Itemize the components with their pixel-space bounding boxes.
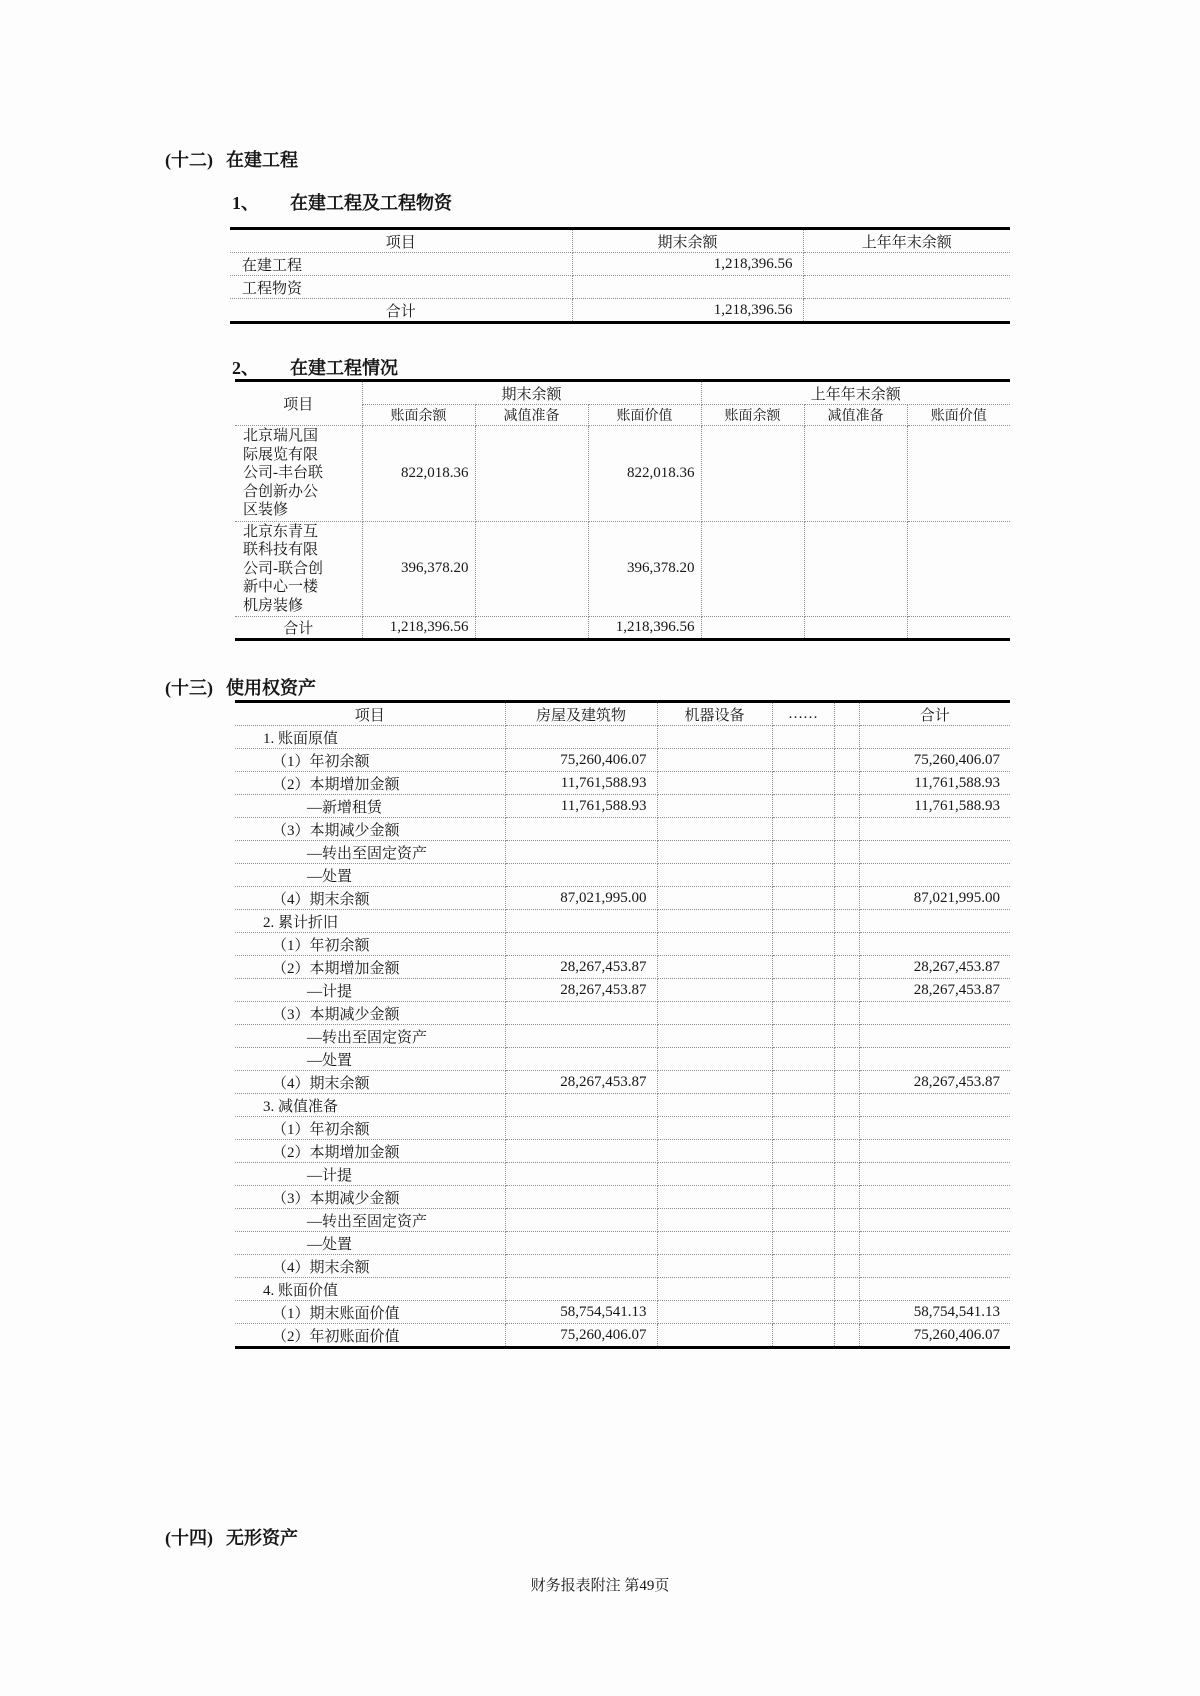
table-row	[235, 1002, 1010, 1025]
table-cell: （2）年初账面价值	[235, 1324, 505, 1348]
empty-cell	[657, 1071, 772, 1094]
header-row	[230, 229, 1010, 253]
table-cell: 75,260,406.07	[859, 749, 1010, 772]
table-cell: 1,218,396.56	[572, 299, 803, 323]
empty-cell	[475, 426, 588, 522]
column-header: 合计	[859, 702, 1010, 726]
empty-cell	[657, 1163, 772, 1186]
empty-cell	[834, 956, 859, 979]
empty-cell	[834, 1117, 859, 1140]
empty-cell	[657, 1209, 772, 1232]
table-row	[235, 521, 1010, 617]
empty-cell	[772, 956, 834, 979]
table-row	[235, 910, 1010, 933]
table-row	[235, 772, 1010, 795]
empty-cell	[834, 1301, 859, 1324]
empty-cell	[772, 772, 834, 795]
table-cell: 28,267,453.87	[859, 979, 1010, 1002]
empty-cell	[804, 521, 907, 617]
table-row	[235, 841, 1010, 864]
empty-cell	[834, 1094, 859, 1117]
total-row	[235, 617, 1010, 640]
empty-cell	[505, 1025, 657, 1048]
empty-cell	[859, 1025, 1010, 1048]
empty-cell	[834, 749, 859, 772]
empty-cell	[834, 910, 859, 933]
empty-cell	[505, 933, 657, 956]
empty-cell	[859, 933, 1010, 956]
empty-cell	[859, 1163, 1010, 1186]
table-cell: （4）期末余额	[235, 1255, 505, 1278]
table-cell: 11,761,588.93	[505, 772, 657, 795]
table-row	[235, 1232, 1010, 1255]
empty-cell	[505, 864, 657, 887]
empty-cell	[657, 1140, 772, 1163]
section-title: 无形资产	[226, 1528, 298, 1548]
column-header: 账面价值	[907, 405, 1010, 426]
table-cell: 58,754,541.13	[505, 1301, 657, 1324]
column-header: 账面余额	[362, 405, 475, 426]
table-cell: —转出至固定资产	[235, 1025, 505, 1048]
empty-cell	[859, 1186, 1010, 1209]
table-cell: 2. 累计折旧	[235, 910, 505, 933]
empty-cell	[834, 726, 859, 749]
table-cell: （4）期末余额	[235, 887, 505, 910]
empty-cell	[834, 933, 859, 956]
empty-cell	[505, 841, 657, 864]
table-cell: （1）年初余额	[235, 749, 505, 772]
empty-cell	[772, 1324, 834, 1348]
empty-cell	[657, 979, 772, 1002]
table-cell: 75,260,406.07	[505, 1324, 657, 1348]
table-cell: —转出至固定资产	[235, 841, 505, 864]
table-row	[235, 1324, 1010, 1348]
section-heading-14	[165, 1524, 298, 1550]
empty-cell	[657, 1255, 772, 1278]
empty-cell	[859, 1117, 1010, 1140]
header-row	[235, 381, 1010, 405]
empty-cell	[907, 426, 1010, 522]
column-header: ……	[772, 702, 834, 726]
column-header: 项目	[235, 702, 505, 726]
empty-cell	[772, 749, 834, 772]
table-cell: 1,218,396.56	[572, 253, 803, 276]
table-row	[235, 956, 1010, 979]
empty-cell	[657, 956, 772, 979]
empty-cell	[505, 1140, 657, 1163]
table-cell: 28,267,453.87	[505, 1071, 657, 1094]
column-header: 房屋及建筑物	[505, 702, 657, 726]
empty-cell	[834, 1163, 859, 1186]
table-cell: 822,018.36	[588, 426, 701, 522]
table-cell: （3）本期减少金额	[235, 1002, 505, 1025]
empty-cell	[859, 1255, 1010, 1278]
table-cell: 87,021,995.00	[505, 887, 657, 910]
empty-cell	[834, 1209, 859, 1232]
empty-cell	[834, 979, 859, 1002]
empty-cell	[657, 841, 772, 864]
section-number: (十三)	[165, 678, 213, 698]
table-cell: （3）本期减少金额	[235, 1186, 505, 1209]
empty-cell	[859, 1002, 1010, 1025]
table-row	[235, 749, 1010, 772]
empty-cell	[859, 910, 1010, 933]
empty-cell	[859, 726, 1010, 749]
empty-cell	[657, 1324, 772, 1348]
empty-cell	[834, 1255, 859, 1278]
empty-cell	[834, 1324, 859, 1348]
table-cell: 3. 减值准备	[235, 1094, 505, 1117]
table-row	[235, 1278, 1010, 1301]
empty-cell	[475, 521, 588, 617]
empty-cell	[657, 772, 772, 795]
table-cell: 1,218,396.56	[362, 617, 475, 640]
total-row	[230, 299, 1010, 323]
empty-cell	[859, 1232, 1010, 1255]
empty-cell	[505, 1186, 657, 1209]
table-row	[235, 1094, 1010, 1117]
empty-cell	[834, 1048, 859, 1071]
empty-cell	[834, 1232, 859, 1255]
subsection-heading-2	[232, 354, 398, 380]
empty-cell	[772, 1163, 834, 1186]
empty-cell	[505, 726, 657, 749]
table-cell: —处置	[235, 1048, 505, 1071]
cip-detail-table	[235, 379, 1010, 641]
table-cell: 58,754,541.13	[859, 1301, 1010, 1324]
empty-cell	[772, 1025, 834, 1048]
empty-cell	[701, 426, 804, 522]
table-cell: —计提	[235, 979, 505, 1002]
empty-cell	[505, 910, 657, 933]
table-row	[235, 1140, 1010, 1163]
page-footer: 财务报表附注 第49页	[530, 1578, 670, 1594]
empty-cell	[859, 864, 1010, 887]
table-row	[235, 1186, 1010, 1209]
empty-cell	[505, 1163, 657, 1186]
empty-cell	[657, 1278, 772, 1301]
table-cell: —处置	[235, 864, 505, 887]
table-cell: 28,267,453.87	[505, 956, 657, 979]
table-cell: 75,260,406.07	[913, 1326, 1000, 1343]
section-number: (十二)	[165, 150, 213, 170]
empty-cell	[772, 1209, 834, 1232]
empty-cell	[657, 1232, 772, 1255]
table-cell: 11,761,588.93	[859, 795, 1010, 818]
table-cell: （1）年初余额	[235, 933, 505, 956]
empty-cell	[803, 299, 1010, 323]
empty-cell	[772, 1255, 834, 1278]
empty-cell	[834, 1025, 859, 1048]
empty-cell	[804, 617, 907, 640]
empty-cell	[772, 795, 834, 818]
subsection-number: 1、	[232, 193, 259, 213]
table-cell: 75,260,406.07	[505, 749, 657, 772]
table-row	[235, 1071, 1010, 1094]
table-cell: 396,378.20	[588, 521, 701, 617]
empty-cell	[859, 1278, 1010, 1301]
section-title: 使用权资产	[226, 678, 316, 698]
empty-cell	[657, 910, 772, 933]
empty-cell	[572, 276, 803, 299]
table-row	[235, 1163, 1010, 1186]
empty-cell	[772, 933, 834, 956]
empty-cell	[859, 841, 1010, 864]
empty-cell	[657, 1301, 772, 1324]
empty-cell	[657, 818, 772, 841]
empty-cell	[907, 617, 1010, 640]
table-cell: 合计	[230, 299, 572, 323]
section-heading-12	[165, 146, 298, 172]
table-cell: （2）本期增加金额	[235, 1140, 505, 1163]
table-cell: —新增租赁	[235, 795, 505, 818]
table-cell: （2）本期增加金额	[235, 956, 505, 979]
empty-cell	[803, 276, 1010, 299]
empty-cell	[505, 1094, 657, 1117]
table-row	[230, 276, 1010, 299]
table-row	[235, 1209, 1010, 1232]
empty-column-header	[834, 702, 859, 726]
table-cell: 822,018.36	[362, 426, 475, 522]
table-cell: —处置	[235, 1232, 505, 1255]
table-row	[235, 1025, 1010, 1048]
empty-cell	[505, 1002, 657, 1025]
empty-cell	[803, 253, 1010, 276]
empty-cell	[804, 426, 907, 522]
table-row	[235, 1048, 1010, 1071]
empty-cell	[772, 887, 834, 910]
empty-cell	[834, 818, 859, 841]
table-row	[235, 726, 1010, 749]
table-cell: 北京瑞凡国际展览有限公司-丰台联合创新办公区装修	[235, 426, 362, 522]
table-cell: （2）本期增加金额	[235, 772, 505, 795]
empty-cell	[657, 749, 772, 772]
rou-assets-table	[235, 700, 1010, 1349]
column-header: 上年年末余额	[803, 229, 1010, 253]
empty-cell	[701, 617, 804, 640]
empty-cell	[657, 1002, 772, 1025]
empty-cell	[772, 1186, 834, 1209]
column-header: 机器设备	[657, 702, 772, 726]
subsection-title: 在建工程情况	[290, 358, 398, 378]
empty-cell	[859, 1048, 1010, 1071]
table-row	[235, 864, 1010, 887]
empty-cell	[505, 1048, 657, 1071]
empty-cell	[834, 864, 859, 887]
table-row	[235, 887, 1010, 910]
empty-cell	[772, 841, 834, 864]
empty-cell	[657, 795, 772, 818]
empty-cell	[859, 1209, 1010, 1232]
table-cell: 11,761,588.93	[505, 795, 657, 818]
empty-cell	[859, 1094, 1010, 1117]
table-cell: 在建工程	[230, 253, 572, 276]
subsection-title: 在建工程及工程物资	[290, 193, 452, 213]
empty-cell	[772, 1117, 834, 1140]
table-cell: （4）期末余额	[235, 1071, 505, 1094]
column-header: 账面余额	[701, 405, 804, 426]
empty-cell	[657, 1186, 772, 1209]
subsection-heading-1	[232, 189, 452, 215]
empty-cell	[772, 1140, 834, 1163]
table-cell: —计提	[235, 1163, 505, 1186]
empty-cell	[859, 1140, 1010, 1163]
empty-cell	[834, 1278, 859, 1301]
table-row	[235, 1301, 1010, 1324]
table-cell: 4. 账面价值	[235, 1278, 505, 1301]
empty-cell	[834, 1140, 859, 1163]
empty-cell	[772, 1071, 834, 1094]
table-cell: （1）期末账面价值	[235, 1301, 505, 1324]
empty-cell	[834, 887, 859, 910]
empty-cell	[772, 1278, 834, 1301]
table-row	[235, 933, 1010, 956]
empty-cell	[505, 1255, 657, 1278]
empty-cell	[505, 1232, 657, 1255]
empty-cell	[834, 1186, 859, 1209]
empty-cell	[834, 841, 859, 864]
table-row	[235, 1117, 1010, 1140]
empty-cell	[772, 1002, 834, 1025]
table-cell: —转出至固定资产	[235, 1209, 505, 1232]
empty-cell	[657, 726, 772, 749]
table-cell: （1）年初余额	[235, 1117, 505, 1140]
section-title: 在建工程	[226, 150, 298, 170]
table-cell: 工程物资	[230, 276, 572, 299]
table-row	[235, 1255, 1010, 1278]
empty-cell	[657, 864, 772, 887]
table-cell: 28,267,453.87	[859, 956, 1010, 979]
empty-cell	[657, 887, 772, 910]
empty-cell	[834, 795, 859, 818]
empty-cell	[772, 1301, 834, 1324]
column-header: 项目	[230, 229, 572, 253]
empty-cell	[657, 1025, 772, 1048]
section-heading-13	[165, 674, 316, 700]
table-row	[235, 979, 1010, 1002]
table-cell: 1,218,396.56	[588, 617, 701, 640]
column-header: 减值准备	[475, 405, 588, 426]
empty-cell	[772, 1094, 834, 1117]
table-cell: 28,267,453.87	[505, 979, 657, 1002]
column-header: 减值准备	[804, 405, 907, 426]
empty-cell	[834, 772, 859, 795]
empty-cell	[859, 818, 1010, 841]
table-row	[235, 795, 1010, 818]
table-cell: 北京东青互联科技有限公司-联合创新中心一楼机房装修	[235, 521, 362, 617]
empty-cell	[657, 1048, 772, 1071]
column-header: 期末余额	[362, 381, 701, 405]
empty-cell	[505, 1209, 657, 1232]
empty-cell	[907, 521, 1010, 617]
table-cell: 28,267,453.87	[859, 1071, 1010, 1094]
empty-cell	[772, 726, 834, 749]
column-header: 项目	[235, 381, 362, 426]
empty-cell	[475, 617, 588, 640]
table-cell: 合计	[235, 617, 362, 640]
empty-cell	[834, 1002, 859, 1025]
empty-cell	[505, 1278, 657, 1301]
table-cell: 396,378.20	[362, 521, 475, 617]
empty-cell	[772, 979, 834, 1002]
empty-cell	[657, 933, 772, 956]
empty-cell	[701, 521, 804, 617]
header-row	[235, 702, 1010, 726]
column-header: 上年年末余额	[701, 381, 1010, 405]
table-row	[235, 426, 1010, 522]
empty-cell	[657, 1117, 772, 1140]
table-cell: 87,021,995.00	[859, 887, 1010, 910]
column-header: 账面价值	[588, 405, 701, 426]
empty-cell	[505, 818, 657, 841]
empty-cell	[772, 1232, 834, 1255]
table-cell: 1. 账面原值	[235, 726, 505, 749]
empty-cell	[834, 1071, 859, 1094]
empty-cell	[772, 910, 834, 933]
table-row	[230, 253, 1010, 276]
table-row	[235, 818, 1010, 841]
empty-cell	[772, 818, 834, 841]
column-header: 期末余额	[572, 229, 803, 253]
empty-cell	[657, 1094, 772, 1117]
empty-cell	[772, 864, 834, 887]
table-cell: 11,761,588.93	[859, 772, 1010, 795]
table-cell: （3）本期减少金额	[235, 818, 505, 841]
cip-summary-table	[230, 227, 1010, 324]
empty-cell	[772, 1048, 834, 1071]
subsection-number: 2、	[232, 358, 259, 378]
empty-cell	[505, 1117, 657, 1140]
section-number: (十四)	[165, 1528, 213, 1548]
